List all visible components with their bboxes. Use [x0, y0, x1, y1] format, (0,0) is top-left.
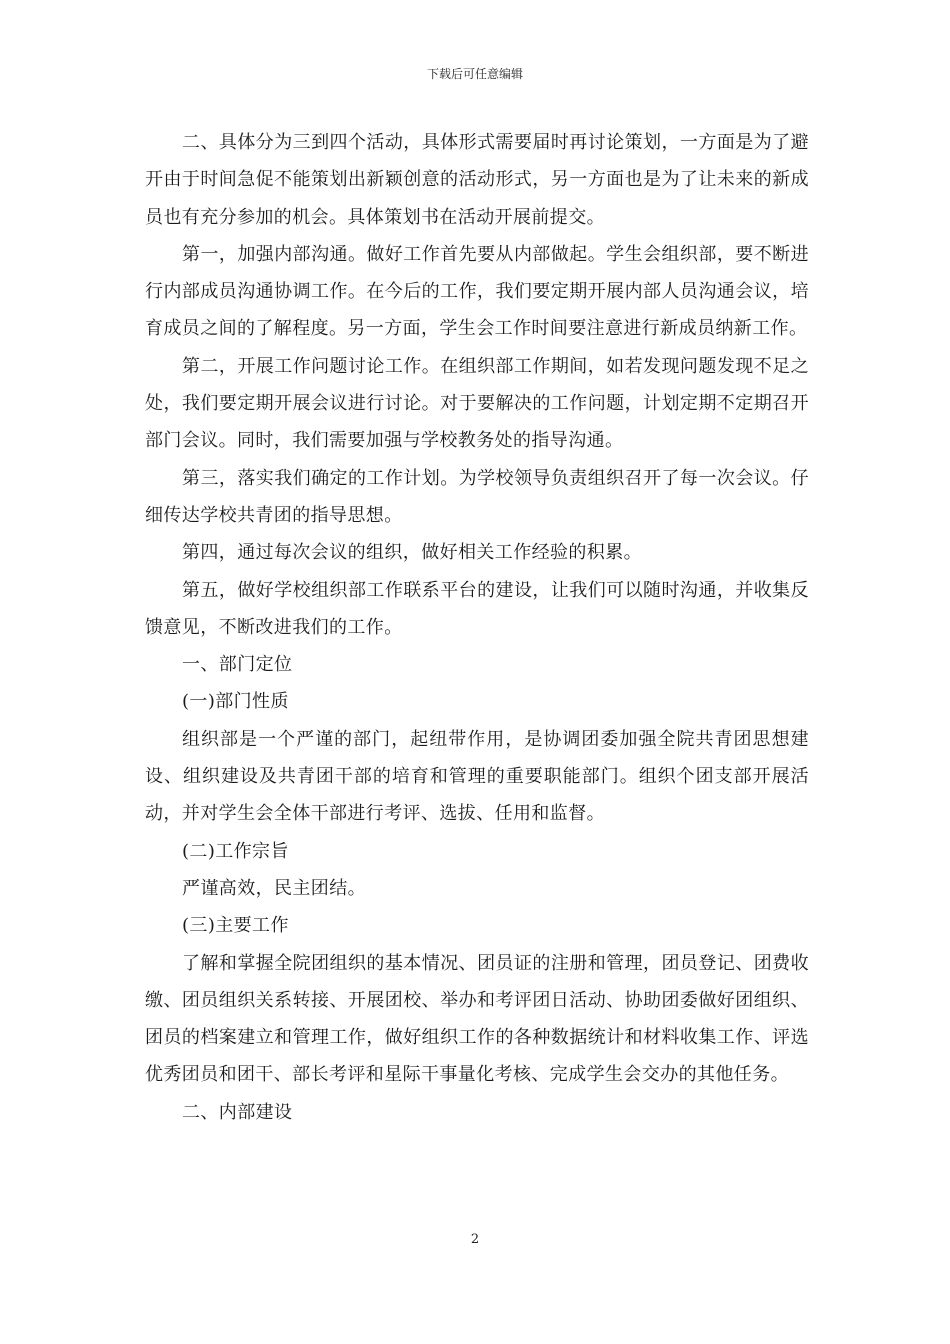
paragraph: 第五，做好学校组织部工作联系平台的建设，让我们可以随时沟通，并收集反馈意见，不断改进我们的工作。 [145, 579, 809, 638]
paragraph: 第四，通过每次会议的组织，做好相关工作经验的积累。 [182, 542, 642, 564]
paragraph: 第一，加强内部沟通。做好工作首先要从内部做起。学生会组织部，要不断进行内部成员沟通协调工作。在今后的工作，我们要定期开展内部人员沟通会议，培育成员之间的了解程度。另一方面，学生会工作时间要注意进行新成员纳新工作。 [145, 243, 809, 340]
paragraph: 组织部是一个严谨的部门，起纽带作用，是协调团委加强全院共青团思想建设、组织建设及共青团干部的培育和管理的重要职能部门。组织个团支部开展活动，并对学生会全体干部进行考评、选拔、任用和监督。 [145, 728, 809, 825]
page-header: 下载后可任意编辑 [426, 67, 523, 81]
section-heading: 一、部门定位 [182, 654, 293, 676]
subsection-heading: (二)工作宗旨 [182, 840, 289, 862]
document-body [145, 124, 809, 1131]
paragraph: 了解和掌握全院团组织的基本情况、团员证的注册和管理，团员登记、团费收缴、团员组织关系转接、开展团校、举办和考评团日活动、协助团委做好团组织、团员的档案建立和管理工作，做好组织工作的各种数据统计和材料收集工作、评选优秀团员和团干、部长考评和星际干事量化考核、完成学生会交办的其他任务。 [145, 952, 809, 1086]
subsection-heading: (一)部门性质 [182, 691, 289, 713]
paragraph: 二、具体分为三到四个活动，具体形式需要届时再讨论策划，一方面是为了避开由于时间急促不能策划出新颖创意的活动形式，另一方面也是为了让未来的新成员也有充分参加的机会。具体策划书在活动开展前提交。 [145, 132, 809, 228]
paragraph: 严谨高效，民主团结。 [182, 877, 366, 899]
page-number: 2 [470, 1232, 480, 1247]
paragraph: 第三，落实我们确定的工作计划。为学校领导负责组织召开了每一次会议。仔细传达学校共青团的指导思想。 [145, 467, 809, 526]
section-heading: 二、内部建设 [182, 1101, 293, 1123]
paragraph: 第二，开展工作问题讨论工作。在组织部工作期间，如若发现问题发现不足之处，我们要定期开展会议进行讨论。对于要解决的工作问题，计划定期不定期召开部门会议。同时，我们需要加强与学校教务处的指导沟通。 [145, 355, 809, 452]
subsection-heading: (三)主要工作 [182, 915, 289, 937]
